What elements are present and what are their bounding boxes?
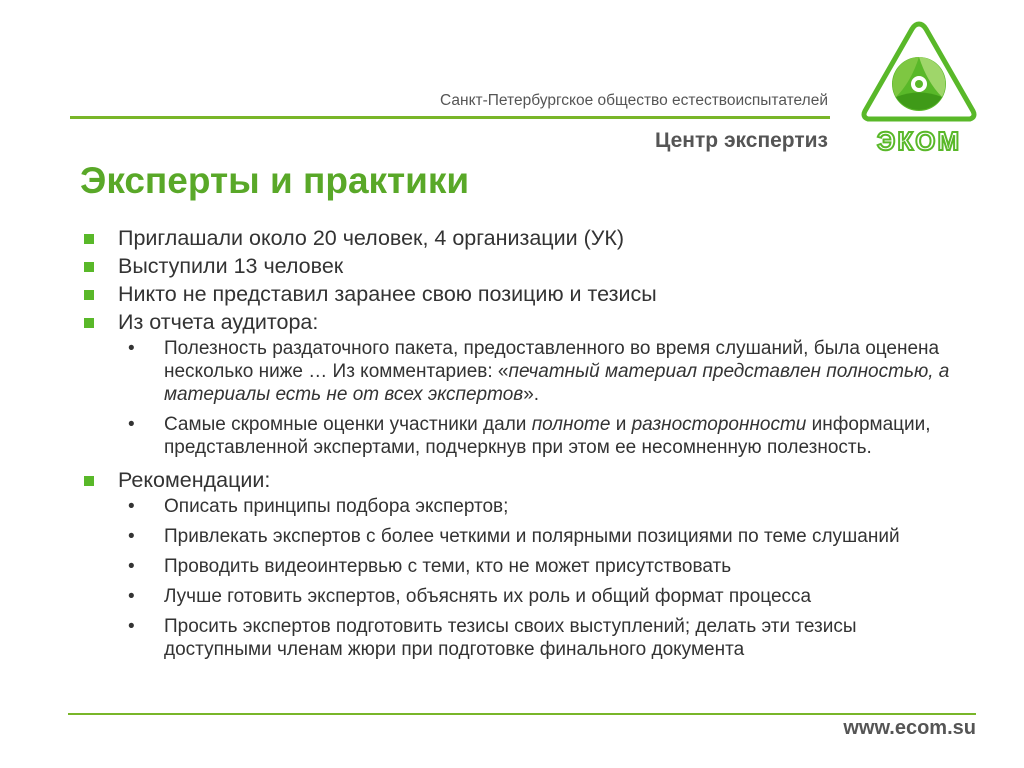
sub-bullet-item: • Проводить видеоинтервью с теми, кто не может присутствовать [128,556,732,577]
website-link[interactable]: www.ecom.su [843,717,976,739]
square-bullet-icon [84,290,94,300]
dot-bullet-icon: • [128,338,135,359]
dot-bullet-icon: • [128,586,135,607]
center-name: Центр экспертиз [655,129,828,152]
bullet-item [80,224,960,252]
bullet-text: Рекомендации: [118,468,271,492]
dot-bullet-icon: • [128,526,135,547]
sub-bullet-item: • Описать принципы подбора экспертов; [128,496,509,517]
dot-bullet-icon: • [128,496,135,517]
slide-title: Эксперты и практики [80,160,470,201]
ecom-logo [857,18,981,158]
sub-bullet-item: • Полезность раздаточного пакета, предоставленного во время слушаний, была оценена несколько ниже … Из комментариев: «печатный материал представлен полностью, а материалы есть не от всех экспертов». [128,338,950,405]
auditor-sublist [80,337,960,459]
logo-text: ЭКОМ [876,126,962,156]
square-bullet-icon [84,234,94,244]
sub-bullet-item: • Привлекать экспертов с более четкими и полярными позициями по теме слушаний [128,526,900,547]
bullet-item [80,466,960,494]
dot-bullet-icon: • [128,616,135,637]
bullet-text: Никто не представил заранее свою позицию и тезисы [118,282,657,306]
bullet-item [80,308,960,336]
footer-divider [68,713,976,715]
header-divider [70,116,830,119]
ecom-logo-icon [857,18,981,158]
sub-bullet-item: • Лучше готовить экспертов, объяснять их роль и общий формат процесса [128,586,812,607]
recommendations-sublist [80,495,960,661]
slide-content [80,224,960,668]
square-bullet-icon [84,318,94,328]
sub-bullet-item: • Самые скромные оценки участники дали полноте и разносторонности информации, представленной экспертами, подчеркнув при этом ее несомненную полезность. [128,414,931,458]
square-bullet-icon [84,262,94,272]
organization-name: Санкт-Петербургское общество естествоиспытателей [440,92,828,109]
bullet-text: Из отчета аудитора: [118,310,319,334]
bullet-text: Приглашали около 20 человек, 4 организации (УК) [118,226,625,250]
bullet-text: Выступили 13 человек [118,254,344,278]
dot-bullet-icon: • [128,414,135,435]
sub-bullet-item: • Просить экспертов подготовить тезисы своих выступлений; делать эти тезисы доступными членам жюри при подготовке финального документа [128,616,857,660]
bullet-item [80,280,960,308]
dot-bullet-icon: • [128,556,135,577]
square-bullet-icon [84,476,94,486]
bullet-item [80,252,960,280]
